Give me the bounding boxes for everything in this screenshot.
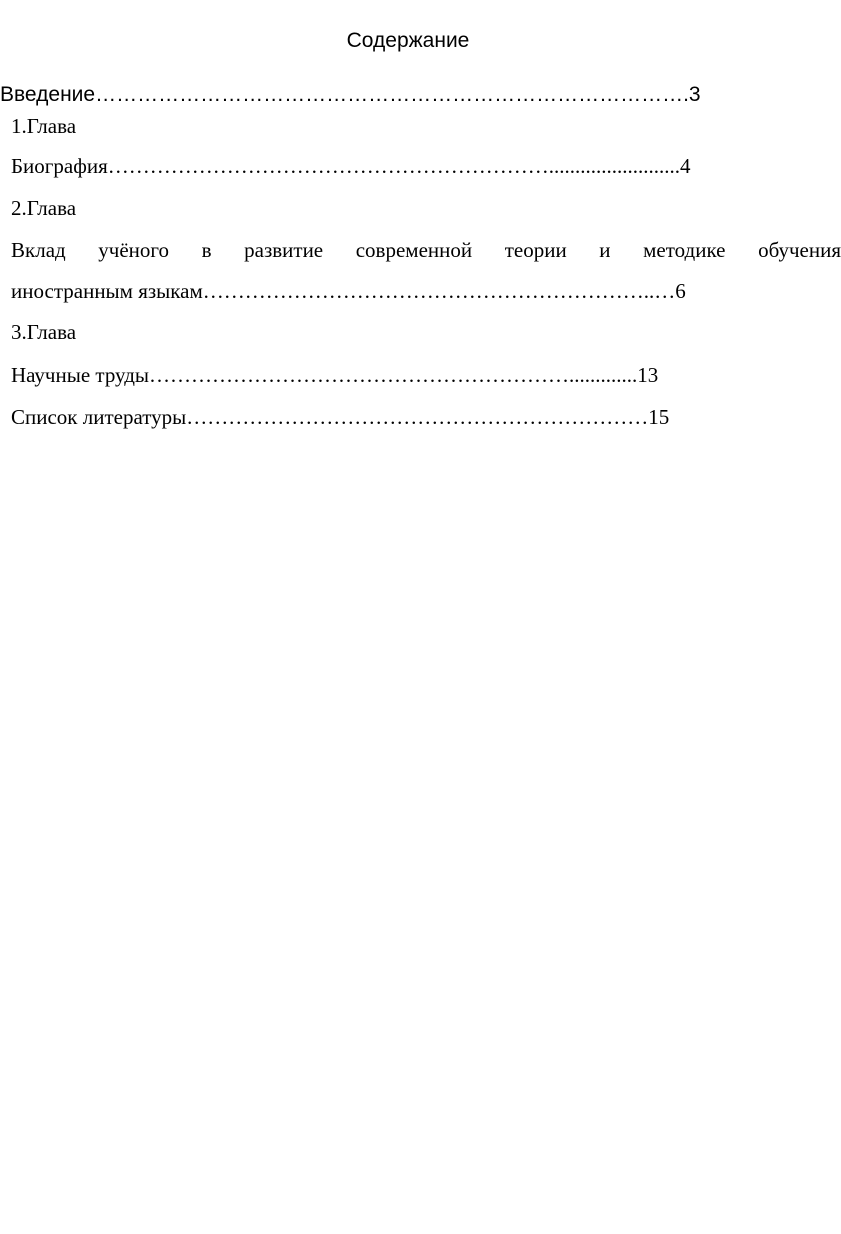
word: и [599, 238, 611, 262]
word: теории [504, 238, 567, 262]
toc-chapter-2-heading: 2.Глава [11, 196, 77, 220]
word: учёного [98, 238, 170, 262]
toc-entry-biography: Биография……………………………………………………….........................4 [11, 154, 691, 178]
toc-entry-scientific-works: Научные труды…………………………………………………….............13 [11, 363, 659, 387]
word: в [201, 238, 212, 262]
toc-chapter-1-heading: 1.Глава [11, 114, 77, 138]
toc-entry-introduction: Введение………………………………………………………………………….3 [0, 83, 701, 106]
toc-entry-contribution-line-1 [11, 236, 841, 264]
toc-chapter-3-heading: 3.Глава [11, 320, 77, 344]
word: Вклад [11, 238, 66, 262]
page-title: Содержание [346, 29, 470, 52]
toc-entry-bibliography: Список литературы…………………………………………………………15 [11, 405, 670, 429]
word: развитие [244, 238, 324, 262]
toc-entry-contribution-line-2: иностранным языкам………………………………………………………..…6 [11, 279, 686, 303]
word: методике [643, 238, 726, 262]
word: обучения [758, 238, 841, 262]
word: современной [355, 238, 473, 262]
